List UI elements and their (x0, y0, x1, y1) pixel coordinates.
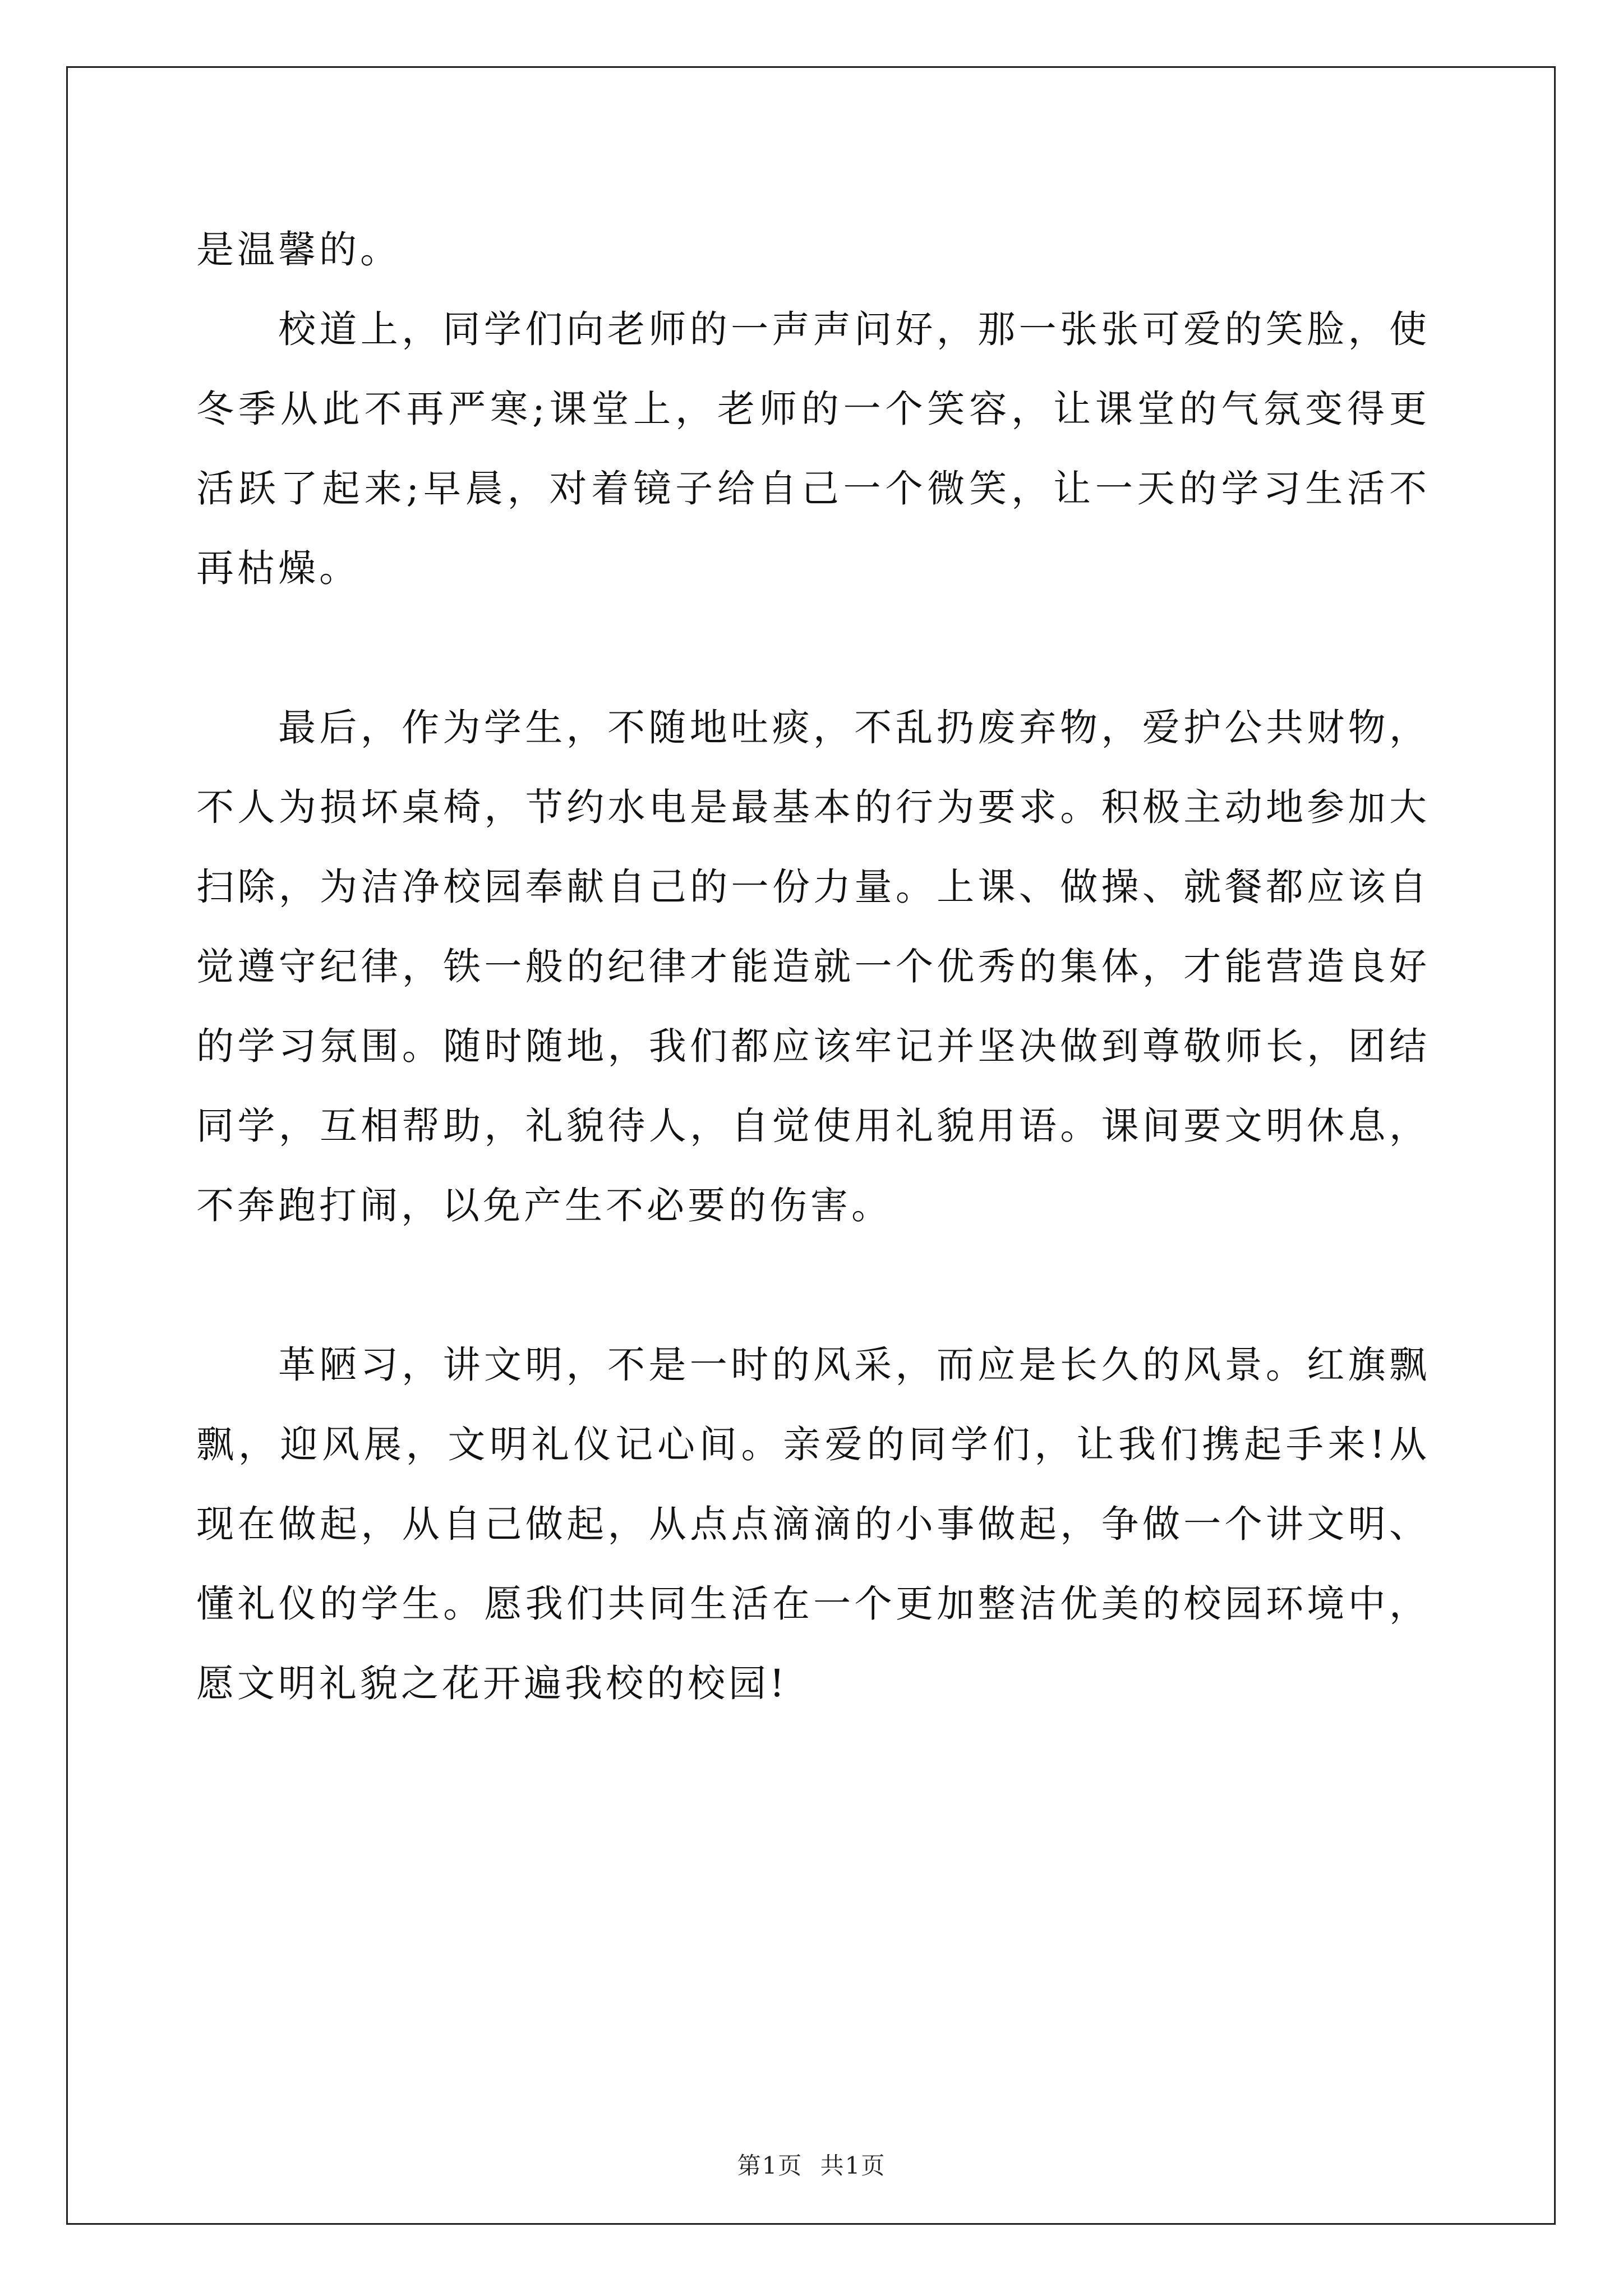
paragraph-3: 最后，作为学生，不随地吐痰，不乱扔废弃物，爱护公共财物，不人为损坏桌椅，节约水电是最基本的行为要求。积极主动地参加大扫除，为洁净校园奉献自己的一份力量。上课、做操、就餐都应该自觉遵守纪律，铁一般的纪律才能造就一个优秀的集体，才能营造良好的学习氛围。随时随地，我们都应该牢记并坚决做到尊敬师长，团结同学，互相帮助，礼貌待人，自觉使用礼貌用语。课间要文明休息，不奔跑打闹，以免产生不必要的伤害。 (196, 706, 1430, 1227)
paragraph-1: 是温馨的。 (196, 228, 401, 272)
page-number-total: 共1页 (820, 2152, 886, 2179)
paragraph-4: 革陋习，讲文明，不是一时的风采，而应是长久的风景。红旗飘飘，迎风展，文明礼仪记心间。亲爱的同学们，让我们携起手来!从现在做起，从自己做起，从点点滴滴的小事做起，争做一个讲文明、懂礼仪的学生。愿我们共同生活在一个更加整洁优美的校园环境中，愿文明礼貌之花开遍我校的校园! (196, 1343, 1430, 1705)
page-footer (0, 2147, 1623, 2181)
paragraph-2: 校道上，同学们向老师的一声声问好，那一张张可爱的笑脸，使冬季从此不再严寒;课堂上，老师的一个笑容，让课堂的气氛变得更活跃了起来;早晨，对着镜子给自己一个微笑，让一天的学习生活不再枯燥。 (196, 307, 1430, 590)
document-body (196, 289, 1430, 1723)
page-number-current: 第1页 (737, 2152, 803, 2179)
